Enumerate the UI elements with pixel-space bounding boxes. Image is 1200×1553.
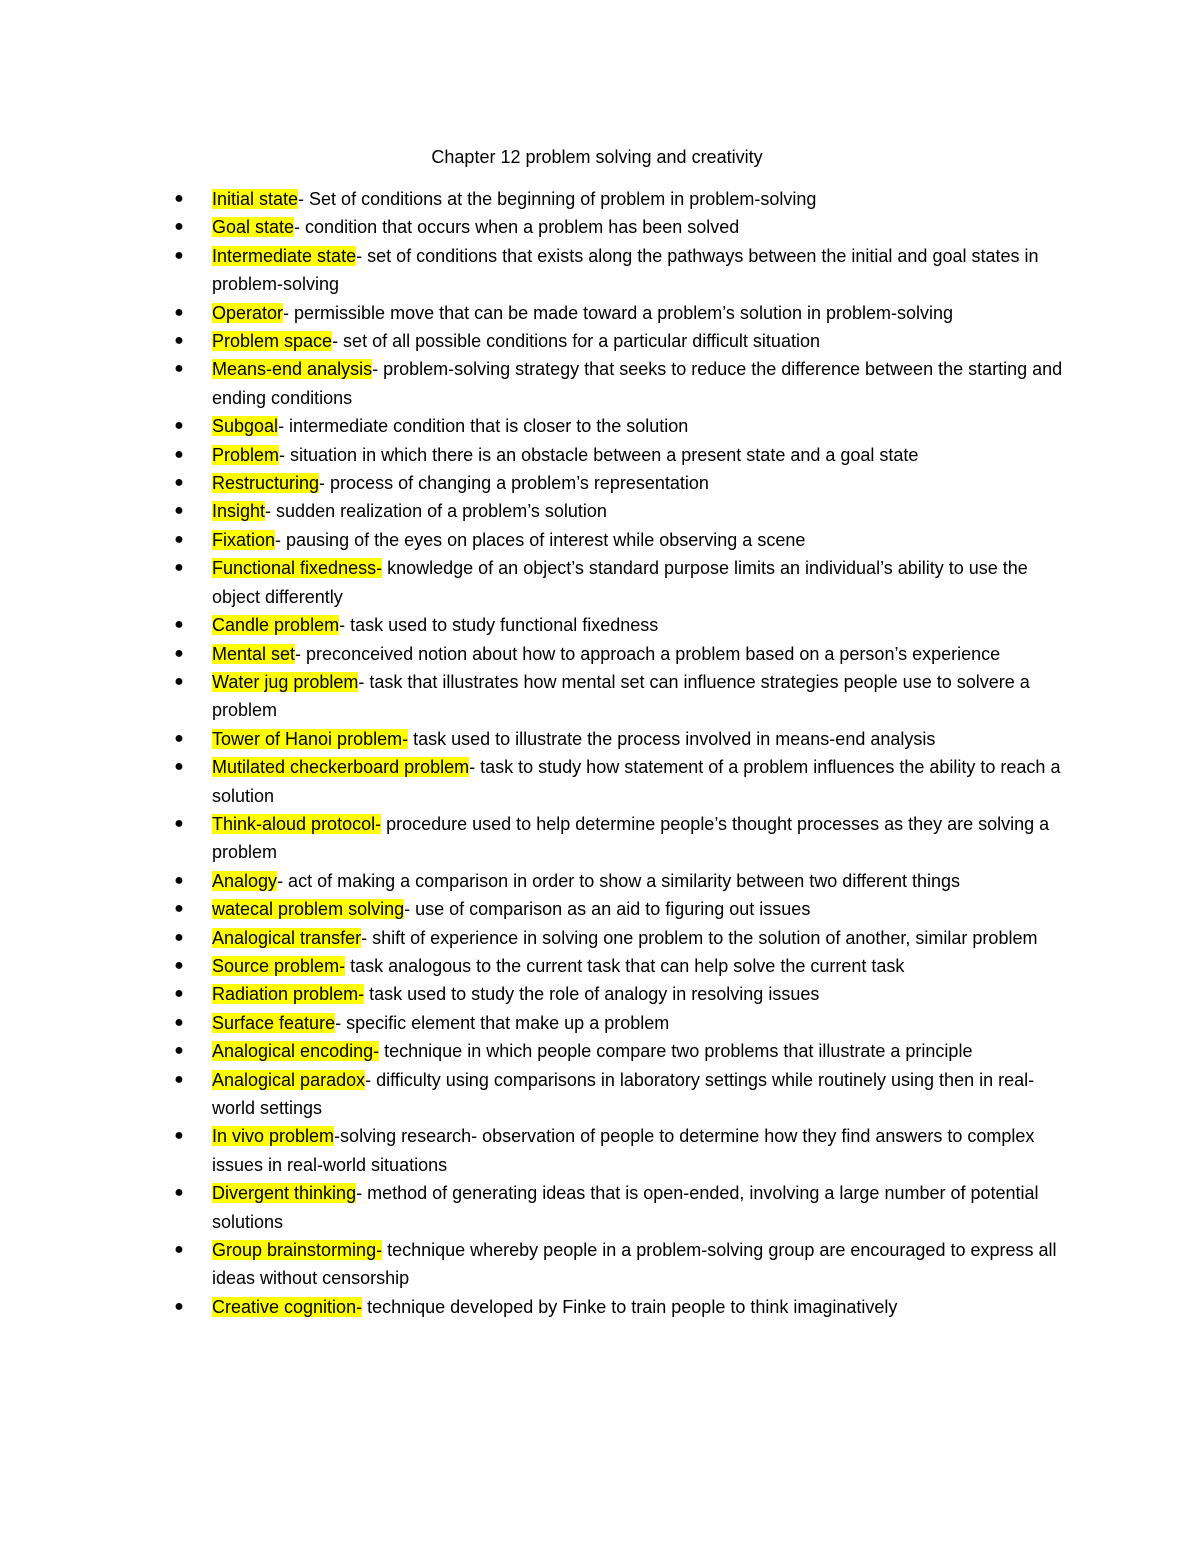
highlighted-term: Problem space bbox=[212, 331, 333, 352]
bullet-icon: ● bbox=[174, 1042, 184, 1060]
list-item bbox=[174, 1009, 1072, 1037]
list-item bbox=[174, 355, 1072, 412]
list-item bbox=[174, 753, 1072, 810]
bullet-icon: ● bbox=[174, 417, 184, 435]
list-item bbox=[174, 640, 1072, 668]
list-item bbox=[174, 299, 1072, 327]
bullet-icon: ● bbox=[174, 644, 184, 662]
term-definition: - intermediate condition that is closer to the solution bbox=[278, 416, 689, 437]
highlighted-term: Fixation bbox=[212, 529, 276, 550]
list-item bbox=[174, 1293, 1072, 1321]
term-definition: technique developed by Finke to train people to think imaginatively bbox=[362, 1296, 898, 1317]
bullet-icon: ● bbox=[174, 1127, 184, 1145]
highlighted-term: Analogical transfer bbox=[212, 927, 362, 948]
highlighted-term: Source problem- bbox=[212, 955, 346, 976]
highlighted-term: Think-aloud protocol- bbox=[212, 813, 382, 834]
term-definition: - pausing of the eyes on places of interest while observing a scene bbox=[275, 529, 806, 550]
term-definition: task used to study the role of analogy in resolving issues bbox=[364, 984, 820, 1005]
bullet-icon: ● bbox=[174, 985, 184, 1003]
highlighted-term: Divergent thinking bbox=[212, 1183, 357, 1204]
bullet-icon: ● bbox=[174, 928, 184, 946]
list-item bbox=[174, 412, 1072, 440]
bullet-icon: ● bbox=[174, 218, 184, 236]
highlighted-term: In vivo problem bbox=[212, 1126, 335, 1147]
list-item bbox=[174, 1066, 1072, 1123]
highlighted-term: Analogy bbox=[212, 870, 278, 891]
term-definition: - permissible move that can be made toward a problem’s solution in problem-solving bbox=[283, 302, 954, 323]
highlighted-term: Insight bbox=[212, 501, 266, 522]
bullet-icon: ● bbox=[174, 1241, 184, 1259]
list-item bbox=[174, 1179, 1072, 1236]
bullet-icon: ● bbox=[174, 1184, 184, 1202]
bullet-icon: ● bbox=[174, 672, 184, 690]
list-item bbox=[174, 441, 1072, 469]
term-definition: - sudden realization of a problem’s solution bbox=[265, 501, 607, 522]
list-item bbox=[174, 327, 1072, 355]
term-definition: - task that illustrates how mental set can influence strategies people use to solvere a problem bbox=[212, 671, 1030, 721]
term-definition: - shift of experience in solving one problem to the solution of another, similar problem bbox=[361, 927, 1038, 948]
list-item bbox=[174, 668, 1072, 725]
list-item bbox=[174, 867, 1072, 895]
bullet-icon: ● bbox=[174, 1070, 184, 1088]
list-item bbox=[174, 924, 1072, 952]
bullet-icon: ● bbox=[174, 616, 184, 634]
bullet-icon: ● bbox=[174, 445, 184, 463]
bullet-icon: ● bbox=[174, 559, 184, 577]
list-item bbox=[174, 554, 1072, 611]
bullet-icon: ● bbox=[174, 1297, 184, 1315]
term-definition: technique in which people compare two problems that illustrate a principle bbox=[379, 1041, 973, 1062]
term-definition: -solving research- observation of people to determine how they find answers to complex issues in real-world situations bbox=[212, 1126, 1035, 1175]
list-item bbox=[174, 469, 1072, 497]
list-item bbox=[174, 1122, 1072, 1179]
highlighted-term: Surface feature bbox=[212, 1012, 336, 1033]
bullet-icon: ● bbox=[174, 246, 184, 264]
bullet-icon: ● bbox=[174, 871, 184, 889]
term-definition: - preconceived notion about how to approach a problem based on a person’s experience bbox=[295, 643, 1001, 664]
bullet-icon: ● bbox=[174, 332, 184, 350]
highlighted-term: Radiation problem- bbox=[212, 984, 365, 1005]
list-item bbox=[174, 497, 1072, 525]
term-definition: - act of making a comparison in order to show a similarity between two different things bbox=[277, 870, 961, 891]
bullet-icon: ● bbox=[174, 729, 184, 747]
term-definition: - method of generating ideas that is open-ended, involving a large number of potential solutions bbox=[212, 1183, 1039, 1232]
highlighted-term: Candle problem bbox=[212, 615, 340, 636]
bullet-icon: ● bbox=[174, 530, 184, 548]
highlighted-term: Mental set bbox=[212, 643, 296, 664]
highlighted-term: Operator bbox=[212, 302, 284, 323]
term-definition: - situation in which there is an obstacle between a present state and a goal state bbox=[279, 444, 919, 465]
term-definition: - problem-solving strategy that seeks to reduce the difference between the starting and ending conditions bbox=[212, 359, 1063, 408]
bullet-icon: ● bbox=[174, 502, 184, 520]
list-item bbox=[174, 526, 1072, 554]
highlighted-term: Water jug problem bbox=[212, 671, 359, 692]
highlighted-term: Functional fixedness- bbox=[212, 558, 383, 579]
list-item bbox=[174, 611, 1072, 639]
highlighted-term: Means-end analysis bbox=[212, 359, 373, 380]
bullet-icon: ● bbox=[174, 956, 184, 974]
term-definition: - task to study how statement of a problem influences the ability to reach a solution bbox=[212, 757, 1061, 806]
highlighted-term: Restructuring bbox=[212, 473, 320, 494]
list-item bbox=[174, 1236, 1072, 1293]
highlighted-term: Goal state bbox=[212, 217, 295, 238]
term-definition: technique whereby people in a problem-solving group are encouraged to express all ideas without censorship bbox=[212, 1240, 1057, 1289]
term-definition: knowledge of an object’s standard purpose limits an individual’s ability to use the object differently bbox=[212, 558, 1028, 607]
highlighted-term: Mutilated checkerboard problem bbox=[212, 757, 470, 778]
bullet-icon: ● bbox=[174, 303, 184, 321]
list-item bbox=[174, 810, 1072, 867]
term-definition: - difficulty using comparisons in laboratory settings while routinely using then in real-world settings bbox=[212, 1069, 1035, 1118]
highlighted-term: Creative cognition- bbox=[212, 1296, 363, 1317]
bullet-icon: ● bbox=[174, 190, 184, 207]
highlighted-term: Initial state bbox=[212, 189, 299, 209]
term-definition: task analogous to the current task that can help solve the current task bbox=[345, 955, 905, 976]
list-item bbox=[174, 895, 1072, 923]
bullet-icon: ● bbox=[174, 474, 184, 492]
list-item bbox=[174, 980, 1072, 1008]
bullet-icon: ● bbox=[174, 900, 184, 918]
term-definition: - process of changing a problem’s representation bbox=[319, 473, 709, 494]
term-definition: - Set of conditions at the beginning of problem in problem-solving bbox=[298, 189, 817, 209]
page-title: Chapter 12 problem solving and creativity bbox=[431, 147, 763, 167]
term-list bbox=[174, 185, 1072, 1321]
highlighted-term: watecal problem solving bbox=[212, 899, 405, 920]
term-definition: - task used to study functional fixedness bbox=[339, 615, 659, 636]
bullet-icon: ● bbox=[174, 814, 184, 832]
highlighted-term: Analogical paradox bbox=[212, 1069, 366, 1090]
term-definition: - use of comparison as an aid to figuring out issues bbox=[404, 899, 811, 920]
list-item bbox=[174, 213, 1072, 241]
highlighted-term: Group brainstorming- bbox=[212, 1240, 383, 1261]
list-item bbox=[174, 242, 1072, 299]
list-item bbox=[174, 185, 1072, 213]
highlighted-term: Intermediate state bbox=[212, 245, 357, 266]
list-item bbox=[174, 725, 1072, 753]
highlighted-term: Analogical encoding- bbox=[212, 1041, 380, 1062]
list-item bbox=[174, 952, 1072, 980]
term-definition: - set of conditions that exists along the pathways between the initial and goal states in problem-solving bbox=[212, 245, 1039, 295]
bullet-icon: ● bbox=[174, 360, 184, 378]
bullet-icon: ● bbox=[174, 758, 184, 776]
term-definition: - set of all possible conditions for a particular difficult situation bbox=[332, 331, 820, 352]
highlighted-term: Problem bbox=[212, 444, 280, 465]
term-definition: task used to illustrate the process involved in means-end analysis bbox=[408, 728, 936, 749]
term-definition: - specific element that make up a problem bbox=[335, 1012, 670, 1033]
highlighted-term: Subgoal bbox=[212, 416, 279, 437]
term-definition: procedure used to help determine people’s thought processes as they are solving a problem bbox=[212, 813, 1050, 863]
list-item bbox=[174, 1037, 1072, 1065]
term-definition: - condition that occurs when a problem has been solved bbox=[294, 217, 740, 238]
highlighted-term: Tower of Hanoi problem- bbox=[212, 728, 409, 749]
bullet-icon: ● bbox=[174, 1013, 184, 1031]
